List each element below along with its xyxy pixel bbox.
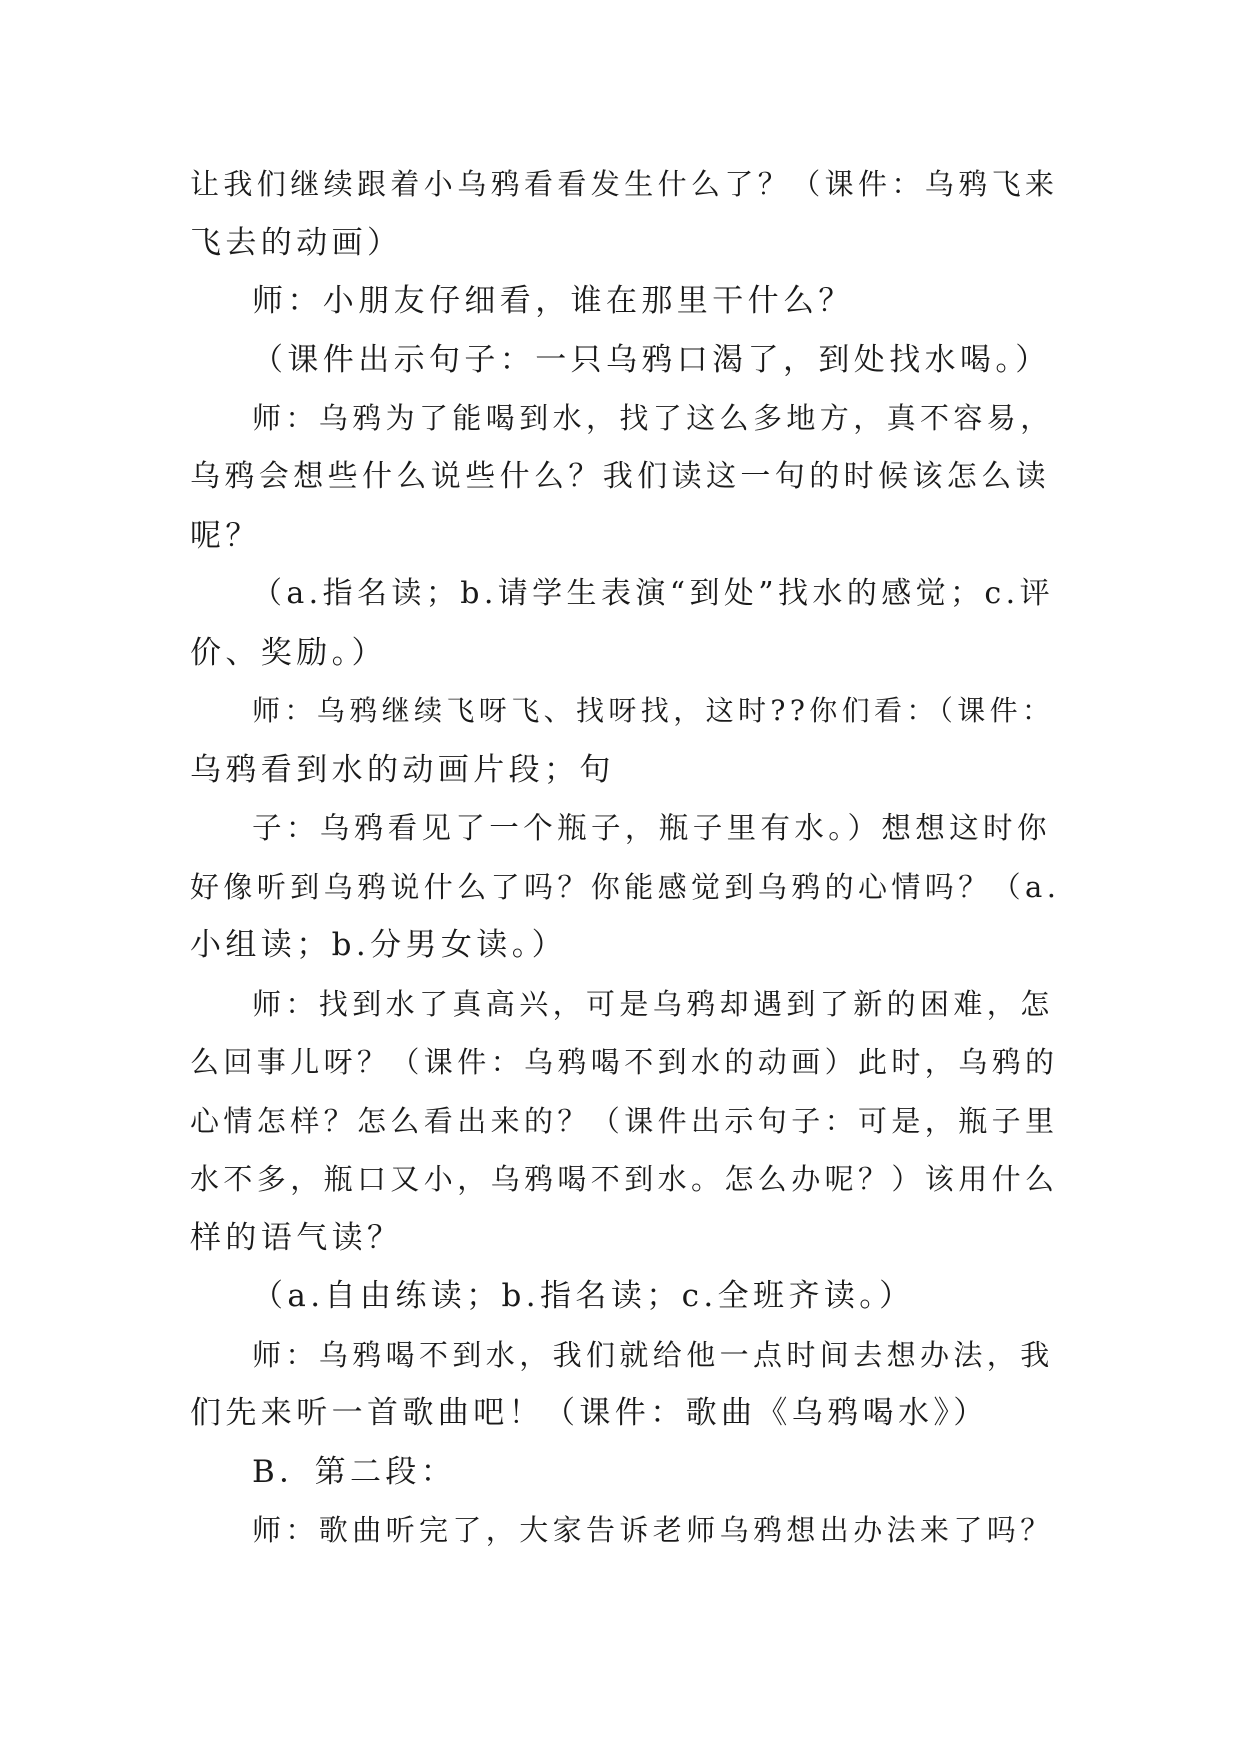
- text-line: 好像听到乌鸦说什么了吗？你能感觉到乌鸦的心情吗？（a.: [190, 870, 1061, 904]
- text-line: 师：乌鸦继续飞呀飞、找呀找，这时??你们看：（课件：: [252, 694, 1055, 727]
- text-line: 样的语气读？: [190, 1220, 403, 1256]
- text-line: 呢？: [190, 518, 261, 554]
- text-line: 让我们继续跟着小乌鸦看看发生什么了？（课件：乌鸦飞来: [190, 167, 1059, 201]
- text-line: 水不多，瓶口又小，乌鸦喝不到水。怎么办呢？）该用什么: [190, 1162, 1059, 1196]
- text-line: 师：乌鸦喝不到水，我们就给他一点时间去想办法，我: [252, 1338, 1054, 1372]
- text-line: 飞去的动画）: [190, 225, 403, 261]
- text-line: 心情怎样？怎么看出来的？（课件出示句子：可是，瓶子里: [190, 1104, 1059, 1138]
- text-line: 师：乌鸦为了能喝到水，找了这么多地方，真不容易，: [252, 401, 1054, 435]
- text-line: （a.自由练读；b.指名读；c.全班齐读。）: [252, 1278, 915, 1314]
- text-line: （课件出示句子：一只乌鸦口渴了，到处找水喝。）: [252, 342, 1051, 378]
- text-line: 价、奖励。）: [190, 635, 387, 671]
- text-line: B．第二段：: [252, 1454, 457, 1490]
- text-line: 小组读；b.分男女读。）: [190, 927, 567, 963]
- text-line: 子：乌鸦看见了一个瓶子，瓶子里有水。）想想这时你: [252, 811, 1051, 845]
- text-line: 师：歌曲听完了，大家告诉老师乌鸦想出办法来了吗？: [252, 1513, 1054, 1547]
- text-line: 么回事儿呀？（课件：乌鸦喝不到水的动画）此时，乌鸦的: [190, 1045, 1059, 1079]
- text-line: 乌鸦会想些什么说些什么？我们读这一句的时候该怎么读: [190, 459, 1050, 494]
- text-line: （a.指名读；b.请学生表演“到处”找水的感觉；c.评: [252, 576, 1054, 611]
- text-line: 乌鸦看到水的动画片段；句: [190, 752, 615, 788]
- text-line: 们先来听一首歌曲吧！（课件：歌曲《乌鸦喝水》）: [190, 1395, 989, 1431]
- text-line: 师：小朋友仔细看，谁在那里干什么？: [252, 283, 854, 319]
- text-line: 师：找到水了真高兴，可是乌鸦却遇到了新的困难，怎: [252, 987, 1054, 1021]
